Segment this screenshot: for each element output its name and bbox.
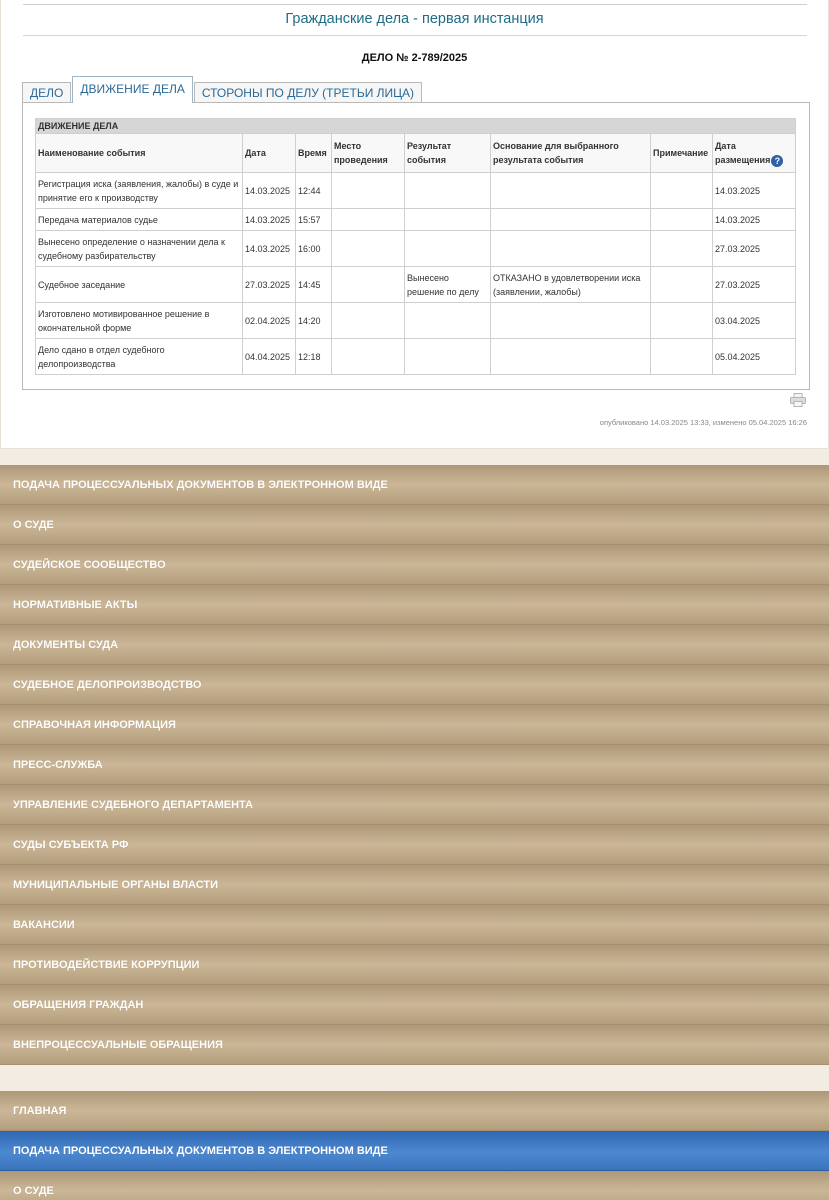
menu-item[interactable]: О СУДЕ (0, 1171, 829, 1200)
case-number: ДЕЛО № 2-789/2025 (361, 52, 468, 64)
menu-item[interactable]: СПРАВОЧНАЯ ИНФОРМАЦИЯ (0, 705, 829, 745)
table-cell: 14.03.2025 (243, 173, 296, 209)
menu-item[interactable]: МУНИЦИПАЛЬНЫЕ ОРГАНЫ ВЛАСТИ (0, 865, 829, 905)
menu-item[interactable]: УПРАВЛЕНИЕ СУДЕБНОГО ДЕПАРТАМЕНТА (0, 785, 829, 825)
menu-item[interactable]: ГЛАВНАЯ (0, 1091, 829, 1131)
table-cell: 14:45 (296, 267, 332, 303)
title-divider (23, 35, 807, 36)
table-cell (651, 173, 713, 209)
table-cell: Вынесено решение по делу (405, 267, 491, 303)
tab-panel (22, 102, 810, 390)
menu-item[interactable]: О СУДЕ (0, 505, 829, 545)
menu-item[interactable]: СУДЫ СУБЪЕКТА РФ (0, 825, 829, 865)
table-cell: 03.04.2025 (713, 303, 796, 339)
table-cell: 27.03.2025 (713, 267, 796, 303)
table-cell: Изготовлено мотивированное решение в окончательной форме (36, 303, 243, 339)
table-body (36, 173, 796, 375)
column-header: Основание для выбранного результата события (491, 134, 651, 173)
table-row (36, 267, 796, 303)
table-cell: 14.03.2025 (243, 231, 296, 267)
table-row (36, 339, 796, 375)
table-cell (332, 231, 405, 267)
column-header: Примечание (651, 134, 713, 173)
top-divider (23, 4, 807, 5)
table-cell (491, 231, 651, 267)
table-cell (332, 209, 405, 231)
table-cell (651, 209, 713, 231)
table-cell (405, 209, 491, 231)
case-movement-table (35, 118, 796, 375)
table-cell: 05.04.2025 (713, 339, 796, 375)
table-cell: Вынесено определение о назначении дела к судебному разбирательству (36, 231, 243, 267)
table-cell (651, 267, 713, 303)
table-cell (651, 339, 713, 375)
menu-item[interactable]: ОБРАЩЕНИЯ ГРАЖДАН (0, 985, 829, 1025)
table-cell (405, 303, 491, 339)
menu-item[interactable]: ПОДАЧА ПРОЦЕССУАЛЬНЫХ ДОКУМЕНТОВ В ЭЛЕКТРОННОМ ВИДЕ (0, 465, 829, 505)
table-cell (651, 303, 713, 339)
table-cell: 27.03.2025 (243, 267, 296, 303)
table-cell (332, 267, 405, 303)
case-tabs (22, 76, 423, 103)
table-cell (332, 173, 405, 209)
menu-item[interactable]: НОРМАТИВНЫЕ АКТЫ (0, 585, 829, 625)
table-cell: Дело сдано в отдел судебного делопроизводства (36, 339, 243, 375)
table-row (36, 231, 796, 267)
menu-item[interactable]: ДОКУМЕНТЫ СУДА (0, 625, 829, 665)
table-row (36, 173, 796, 209)
table-cell (405, 339, 491, 375)
table-cell: 02.04.2025 (243, 303, 296, 339)
table-cell: 14.03.2025 (243, 209, 296, 231)
secondary-menu (0, 1091, 829, 1200)
table-cell: Регистрация иска (заявления, жалобы) в суде и принятие его к производству (36, 173, 243, 209)
column-header-posted (713, 134, 796, 173)
tab-parties[interactable]: СТОРОНЫ ПО ДЕЛУ (ТРЕТЬИ ЛИЦА) (194, 82, 422, 103)
menu-item[interactable]: СУДЕБНОЕ ДЕЛОПРОИЗВОДСТВО (0, 665, 829, 705)
table-cell: 16:00 (296, 231, 332, 267)
column-header: Место проведения (332, 134, 405, 173)
main-menu (0, 465, 829, 1065)
table-cell: 14.03.2025 (713, 173, 796, 209)
table-cell (405, 173, 491, 209)
table-cell: 14:20 (296, 303, 332, 339)
column-header: Результат события (405, 134, 491, 173)
table-cell (491, 339, 651, 375)
case-content (0, 0, 829, 449)
table-cell (491, 303, 651, 339)
tab-case-movement[interactable]: ДВИЖЕНИЕ ДЕЛА (72, 76, 192, 103)
table-cell: 12:44 (296, 173, 332, 209)
page-title: Гражданские дела - первая инстанция (285, 11, 544, 27)
column-header: Время (296, 134, 332, 173)
menu-item[interactable]: СУДЕЙСКОЕ СООБЩЕСТВО (0, 545, 829, 585)
table-section-title: ДВИЖЕНИЕ ДЕЛА (36, 119, 796, 134)
table-cell (332, 303, 405, 339)
table-cell: Судебное заседание (36, 267, 243, 303)
print-icon[interactable] (790, 393, 806, 407)
table-cell (405, 231, 491, 267)
table-cell: 15:57 (296, 209, 332, 231)
menu-item[interactable]: ПОДАЧА ПРОЦЕССУАЛЬНЫХ ДОКУМЕНТОВ В ЭЛЕКТРОННОМ ВИДЕ (0, 1131, 829, 1171)
table-cell (491, 209, 651, 231)
table-cell: 12:18 (296, 339, 332, 375)
table-cell: 27.03.2025 (713, 231, 796, 267)
table-row (36, 303, 796, 339)
table-cell: Передача материалов судье (36, 209, 243, 231)
published-info: опубликовано 14.03.2025 13:33, изменено 05.04.2025 16:26 (599, 418, 807, 427)
tab-case[interactable]: ДЕЛО (22, 82, 71, 103)
table-row (36, 209, 796, 231)
menu-item[interactable]: ПРЕСС-СЛУЖБА (0, 745, 829, 785)
table-cell: ОТКАЗАНО в удовлетворении иска (заявлении, жалобы) (491, 267, 651, 303)
table-cell (651, 231, 713, 267)
table-cell: 04.04.2025 (243, 339, 296, 375)
column-header: Наименование события (36, 134, 243, 173)
menu-item[interactable]: ВАКАНСИИ (0, 905, 829, 945)
table-cell (332, 339, 405, 375)
table-cell (491, 173, 651, 209)
menu-item[interactable]: ВНЕПРОЦЕССУАЛЬНЫЕ ОБРАЩЕНИЯ (0, 1025, 829, 1065)
help-icon[interactable]: ? (771, 155, 783, 167)
table-cell: 14.03.2025 (713, 209, 796, 231)
menu-item[interactable]: ПРОТИВОДЕЙСТВИЕ КОРРУПЦИИ (0, 945, 829, 985)
column-header-label: Дата размещения (715, 141, 771, 165)
column-header: Дата (243, 134, 296, 173)
